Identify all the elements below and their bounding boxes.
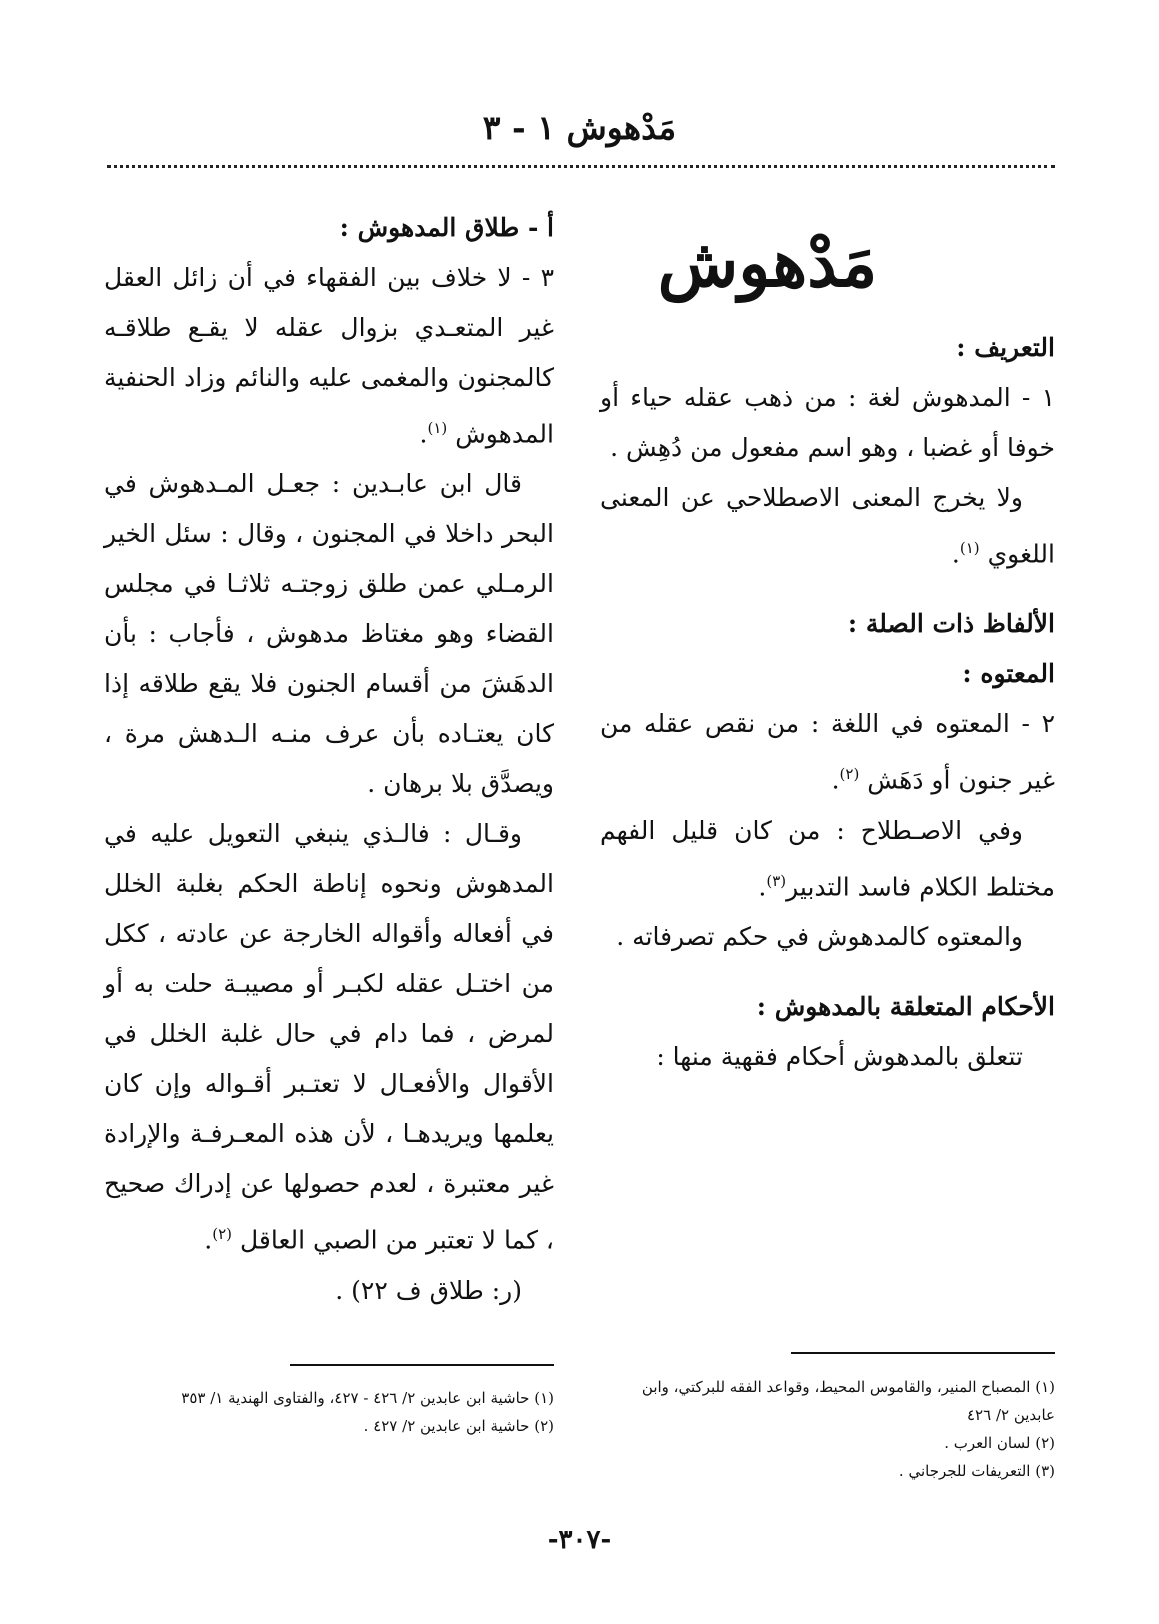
divorce-paragraph-3 xyxy=(104,809,554,1265)
footnote: (٢) لسان العرب . xyxy=(944,1434,1055,1452)
matuh-text: ٢ - المعتوه في اللغة : من نقص عقله من غير جنون أو دَهَش xyxy=(600,709,1055,795)
divorce-heading: أ - طلاق المدهوش : xyxy=(339,213,554,242)
footnote: (١) حاشية ابن عابدين ٢/ ٤٢٦ - ٤٢٧، والفتاوى الهندية ١/ ٣٥٣ xyxy=(181,1389,554,1407)
related-terms-heading: الألفاظ ذات الصلة : xyxy=(847,609,1055,639)
matuh-technical-text: وفي الاصـطلاح : من كان قليل الفهم مختلط الكلام فاسد التدبير xyxy=(600,815,1055,901)
footnote-ref: (١) xyxy=(427,419,448,437)
footnote: (٢) حاشية ابن عابدين ٢/ ٤٢٧ . xyxy=(363,1417,554,1435)
footnote: (٣) التعريفات للجرجاني . xyxy=(898,1462,1055,1480)
entry-title: مَدْهوش xyxy=(657,224,878,302)
matuh-technical-paragraph xyxy=(600,806,1055,912)
left-column xyxy=(104,203,554,1316)
page-number: -٣٠٧- xyxy=(547,1525,612,1555)
footnotes-right xyxy=(600,1373,1055,1485)
right-column xyxy=(600,203,1055,1082)
spacer xyxy=(600,962,1055,982)
period: . xyxy=(204,1225,213,1255)
divorce-text-1: ٣ - لا خلاف بين الفقهاء في أن زائل العقل غير المتعـدي بزوال عقله لا يقـع طلاقـه كالمجنون والمغمى عليه والنائم وزاد الحنفية المدهوش xyxy=(104,263,554,449)
rulings-heading: الأحكام المتعلقة بالمدهوش : xyxy=(756,991,1055,1021)
footnotes-left xyxy=(104,1384,554,1440)
rulings-intro: تتعلق بالمدهوش أحكام فقهية منها : xyxy=(656,1041,1023,1071)
footnote-ref: (١) xyxy=(959,539,980,557)
footnote-ref: (٢) xyxy=(212,1225,232,1244)
period: . xyxy=(831,765,840,795)
divorce-text-3: وقـال : فالـذي ينبغي التعويل عليه في المدهوش ونحوه إناطة الحكم بغلبة الخلل في أفعاله وأقواله الخارجة عن عادته ، ككل من اختـل عقله لكبـر أو مصيبـة حلت به أو لمرض ، فما دام في حال غلبة الخلل في الأقوال والأفعـال لا تعتـبر أقـواله وإن كان يعلمها ويريدهـا ، لأن هذه المعـرفـة والإرادة غير معتبرة ، لعدم حصولها عن إدراك صحيح ، كما لا تعتبر من الصبي العاقل xyxy=(104,819,554,1255)
definition-paragraph: ١ - المدهوش لغة : من ذهب عقله حياء أو خوفا أو غضبا ، وهو اسم مفعول من دُهِش . xyxy=(600,383,1055,462)
divorce-paragraph-2: قال ابن عابـدين : جعـل المـدهوش في البحر داخلا في المجنون ، وقال : سئل الخير الرمـلي عمن طلق زوجتـه ثلاثـا في مجلس القضاء وهو مغتاظ مدهوش ، فأجاب : بأن الدهَشَ من أقسام الجنون فلا يقع طلاقه إذا كان يعتـاده بأن عرف منـه الـدهش مرة ، ويصدَّق بلا برهان . xyxy=(104,469,554,799)
period: . xyxy=(951,539,960,569)
footnote: (١) المصباح المنير، والقاموس المحيط، وقواعد الفقه للبركتي، وابن عابدين ٢/ ٤٢٦ xyxy=(641,1378,1055,1424)
header-dotted-rule xyxy=(107,165,1055,168)
definition-note xyxy=(600,473,1055,579)
divorce-paragraph-1 xyxy=(104,253,554,459)
definition-heading: التعريف : xyxy=(956,333,1055,362)
period: . xyxy=(419,419,428,449)
spacer xyxy=(600,579,1055,599)
page-header-title: مَدْهوش ١ - ٣ xyxy=(482,108,677,147)
definition-note-text: ولا يخرج المعنى الاصطلاحي عن المعنى اللغوي xyxy=(600,483,1055,569)
period: . xyxy=(758,871,767,901)
matuh-paragraph xyxy=(600,699,1055,805)
footnote-rule-left xyxy=(290,1364,554,1366)
footnote-ref: (٣) xyxy=(766,871,787,890)
cross-reference: (ر: طلاق ف ٢٢) . xyxy=(335,1275,522,1305)
footnote-rule-right xyxy=(791,1352,1055,1354)
subheading-matuh: المعتوه : xyxy=(962,659,1055,689)
footnote-ref: (٢) xyxy=(839,765,860,784)
matuh-ruling-paragraph: والمعتوه كالمدهوش في حكم تصرفاته . xyxy=(616,921,1023,951)
